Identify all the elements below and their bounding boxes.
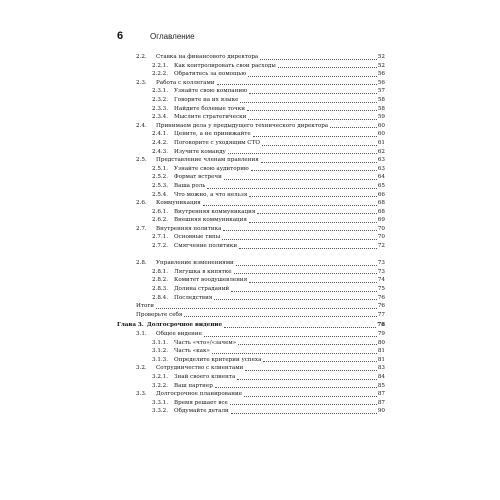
toc-dot-leader <box>236 265 377 266</box>
toc-page-number: 52 <box>377 54 385 60</box>
toc-entry[interactable] <box>117 330 385 339</box>
toc-dot-leader <box>248 119 377 120</box>
toc-page-number: 66 <box>377 191 385 198</box>
toc-entry-title: Комитет воодушевления <box>174 277 248 284</box>
toc-entry-number: 2.8.4. <box>152 294 169 301</box>
running-title: Оглавление <box>150 32 195 41</box>
toc-entry[interactable] <box>117 302 385 311</box>
toc-page-number: 83 <box>377 365 385 372</box>
toc-entry[interactable] <box>117 105 385 114</box>
toc-entry-number: 2.5.4. <box>152 191 169 198</box>
toc-page-number: 90 <box>377 408 385 415</box>
toc-dot-leader <box>230 404 377 405</box>
toc-entry-title: Найдите болевые точки <box>174 105 245 112</box>
toc-entry-number: 2.4.3. <box>152 148 169 155</box>
toc-entry-title: Долина страданий <box>174 286 230 293</box>
toc-entry-number: 3.3. <box>136 391 147 398</box>
toc-entry[interactable] <box>117 113 385 122</box>
toc-dot-leader <box>238 344 377 345</box>
toc-entry-number: 3.1.3. <box>152 356 169 363</box>
toc-dot-leader <box>222 239 377 240</box>
toc-entry-number: 2.6. <box>136 200 147 207</box>
toc-dot-leader <box>228 153 377 154</box>
page-number: 6 <box>117 30 124 42</box>
table-of-contents <box>117 53 385 416</box>
toc-page-number: 76 <box>377 294 385 301</box>
toc-entry[interactable] <box>117 268 385 277</box>
toc-dot-leader <box>249 196 377 197</box>
toc-dot-leader <box>237 379 377 380</box>
toc-page-number: 60 <box>377 122 385 129</box>
toc-page-number: 78 <box>377 322 385 329</box>
toc-dot-leader <box>253 136 377 137</box>
toc-entry-number: 2.3.4. <box>152 114 169 121</box>
toc-entry-title: Что можно, а что нельзя <box>174 191 248 198</box>
toc-dot-leader <box>240 102 376 103</box>
toc-entry-number: 2.8.2. <box>152 277 169 284</box>
toc-page-number: 59 <box>377 114 385 121</box>
toc-entry-number: 2.3. <box>136 79 147 86</box>
toc-entry[interactable] <box>117 191 385 200</box>
toc-page-number: 84 <box>377 373 385 380</box>
toc-entry[interactable] <box>117 182 385 191</box>
toc-entry-number: 2.7.2. <box>152 243 169 250</box>
toc-entry-number: 2.3.1. <box>152 88 169 95</box>
toc-page-number: 76 <box>377 303 385 310</box>
toc-gap <box>117 251 385 260</box>
toc-entry[interactable] <box>117 199 385 208</box>
toc-dot-leader <box>244 396 377 397</box>
toc-dot-leader <box>262 145 377 146</box>
toc-page-number: 68 <box>377 208 385 215</box>
toc-page-number: 65 <box>377 182 385 189</box>
toc-entry-title: Мыслите стратегически <box>174 114 247 121</box>
toc-entry[interactable] <box>117 382 385 391</box>
toc-dot-leader <box>263 361 376 362</box>
toc-entry-number: 2.4. <box>136 122 147 129</box>
toc-entry-title: Обдумайте детали <box>174 408 229 415</box>
toc-entry[interactable] <box>117 96 385 105</box>
toc-entry-title: Внутренняя коммуникация <box>174 208 256 215</box>
toc-entry-number: 2.5.1. <box>152 165 169 172</box>
toc-page-number: 57 <box>377 88 385 95</box>
toc-entry-title: Принимаем дела у предыдущего технического директора <box>156 122 329 129</box>
toc-page-number: 72 <box>377 243 385 250</box>
toc-entry[interactable] <box>117 225 385 234</box>
toc-dot-leader <box>156 308 377 309</box>
toc-dot-leader <box>214 299 377 300</box>
toc-entry[interactable] <box>117 122 385 131</box>
toc-entry-number: 2.7.1. <box>152 234 169 241</box>
toc-entry[interactable] <box>117 276 385 285</box>
toc-entry[interactable] <box>117 148 385 157</box>
toc-page-number: 74 <box>377 277 385 284</box>
toc-entry-number: 2.3.2. <box>152 96 169 103</box>
toc-entry-title: Говорите на их языке <box>174 96 239 103</box>
toc-entry-title: Представление членам правления <box>156 157 259 164</box>
toc-chapter-entry[interactable] <box>117 321 385 330</box>
toc-entry-title: Работа с коллегами <box>156 79 215 86</box>
toc-entry[interactable] <box>117 208 385 217</box>
toc-entry[interactable] <box>117 139 385 148</box>
toc-page-number: 81 <box>377 348 385 355</box>
toc-entry-number: 3.2.2. <box>152 382 169 389</box>
toc-entry[interactable] <box>117 53 385 62</box>
toc-entry-number: 2.2.2. <box>152 71 169 78</box>
toc-entry[interactable] <box>117 407 385 416</box>
toc-entry-title: Цените, а не принижайте <box>174 131 251 138</box>
toc-entry[interactable] <box>117 285 385 294</box>
toc-page-number: 56 <box>377 71 385 78</box>
toc-entry[interactable] <box>117 70 385 79</box>
toc-page-number: 58 <box>377 96 385 103</box>
toc-entry-number: 2.5.2. <box>152 174 169 181</box>
toc-page-number: 61 <box>377 139 385 146</box>
toc-entry-title: Узнайте свою аудиторию <box>174 165 249 172</box>
toc-entry-number: 2.8.1. <box>152 268 169 275</box>
page-header <box>117 30 195 44</box>
toc-entry-number: 2.6.1. <box>152 208 169 215</box>
toc-dot-leader <box>203 205 377 206</box>
toc-dot-leader <box>217 84 377 85</box>
toc-dot-leader <box>234 273 377 274</box>
toc-page-number: 85 <box>377 382 385 389</box>
toc-entry[interactable] <box>117 165 385 174</box>
toc-entry-title: Смягчение политики <box>174 243 238 250</box>
toc-dot-leader <box>248 76 377 77</box>
toc-dot-leader <box>251 170 377 171</box>
toc-entry-number: 3.3.2. <box>152 408 169 415</box>
toc-entry-title: Коммуникация <box>156 200 201 207</box>
toc-entry-title: Лягушка в кипятке <box>174 268 232 275</box>
toc-entry-title: Формат встречи <box>174 174 222 181</box>
toc-page-number: 63 <box>377 165 385 172</box>
toc-page-number: 56 <box>377 79 385 86</box>
toc-entry-title: Поговорите с уходящим СТО <box>174 139 260 146</box>
toc-page-number: 73 <box>377 260 385 267</box>
toc-entry-number: 3.2.1. <box>152 373 169 380</box>
toc-page-number: 87 <box>377 391 385 398</box>
toc-entry-title: Внутренняя политика <box>156 225 222 232</box>
toc-dot-leader <box>247 110 377 111</box>
toc-entry[interactable] <box>117 399 385 408</box>
toc-dot-leader <box>224 327 376 328</box>
toc-entry[interactable] <box>117 347 385 356</box>
toc-dot-leader <box>204 336 377 337</box>
toc-dot-leader <box>278 67 377 68</box>
toc-entry-number: 2.8. <box>136 260 147 267</box>
toc-entry-title: Часть «как» <box>174 348 210 355</box>
toc-entry-number: 2.5.3. <box>152 182 169 189</box>
toc-dot-leader <box>207 188 377 189</box>
toc-entry[interactable] <box>117 87 385 96</box>
toc-entry-title: Долгосрочное планирование <box>156 391 243 398</box>
toc-entry-number: 3.3.1. <box>152 399 169 406</box>
toc-entry-title: Ваша роль <box>174 182 206 189</box>
toc-entry-number: 2.6.2. <box>152 217 169 224</box>
toc-entry-number: 2.3.3. <box>152 105 169 112</box>
toc-dot-leader <box>184 316 376 317</box>
toc-entry-number: 3.1.2. <box>152 348 169 355</box>
toc-entry[interactable] <box>117 216 385 225</box>
toc-page-number: 77 <box>377 311 385 318</box>
toc-entry-title: Общее видение <box>156 331 202 337</box>
toc-dot-leader <box>231 291 377 292</box>
toc-entry[interactable] <box>117 259 385 268</box>
toc-entry[interactable] <box>117 156 385 165</box>
toc-entry[interactable] <box>117 62 385 71</box>
toc-entry-title: Время решает все <box>174 399 228 406</box>
toc-entry-number: 2.7. <box>136 225 147 232</box>
toc-entry[interactable] <box>117 173 385 182</box>
toc-page-number: 81 <box>377 356 385 363</box>
toc-entry-number: 3.1.1. <box>152 339 169 346</box>
toc-entry[interactable] <box>117 311 385 320</box>
toc-dot-leader <box>257 213 376 214</box>
toc-entry-number: 3.2. <box>136 365 147 372</box>
toc-dot-leader <box>239 248 377 249</box>
toc-page-number: 62 <box>377 148 385 155</box>
toc-entry[interactable] <box>117 339 385 348</box>
toc-entry-number: 2.2.1. <box>152 62 169 69</box>
toc-entry[interactable] <box>117 233 385 242</box>
toc-entry[interactable] <box>117 390 385 399</box>
toc-entry[interactable] <box>117 356 385 365</box>
toc-entry-number: 2.8.3. <box>152 286 169 293</box>
toc-entry-title: Изучите команду <box>174 148 226 155</box>
toc-page-number: 79 <box>377 331 385 337</box>
toc-dot-leader <box>260 59 377 60</box>
toc-entry-title: Как контролировать свои расходы <box>174 62 276 69</box>
toc-entry[interactable] <box>117 130 385 139</box>
toc-dot-leader <box>215 387 377 388</box>
toc-entry[interactable] <box>117 294 385 303</box>
toc-page-number: 75 <box>377 286 385 293</box>
toc-dot-leader <box>223 230 376 231</box>
toc-entry-title: Сотрудничество с клиентами <box>156 365 244 372</box>
toc-dot-leader <box>249 222 377 223</box>
toc-entry-number: 2.5. <box>136 157 147 164</box>
toc-entry-title: Узнайте свою компанию <box>174 88 247 95</box>
toc-page-number: 63 <box>377 157 385 164</box>
toc-page-number: 52 <box>377 62 385 69</box>
toc-entry-title: Управление изменениями <box>156 260 234 267</box>
toc-page-number: 68 <box>377 200 385 207</box>
toc-dot-leader <box>249 282 377 283</box>
toc-dot-leader <box>261 162 377 163</box>
toc-entry-number: 2.4.2. <box>152 139 169 146</box>
toc-page-number: 87 <box>377 399 385 406</box>
toc-entry-title: Обратитесь за помощью <box>174 71 247 78</box>
toc-page-number: 60 <box>377 131 385 138</box>
toc-entry-number: 2.4.1. <box>152 131 169 138</box>
toc-entry[interactable] <box>117 79 385 88</box>
toc-entry-number: Глава 3. <box>117 322 144 329</box>
toc-page-number: 70 <box>377 234 385 241</box>
toc-dot-leader <box>249 93 377 94</box>
toc-entry-title: Часть «что»/«зачем» <box>174 339 237 346</box>
toc-entry[interactable] <box>117 373 385 382</box>
toc-entry-title: Итоги <box>136 303 154 310</box>
toc-entry-title: Ваш партнер <box>174 382 213 389</box>
toc-entry-title: Знай своего клиента <box>174 373 236 380</box>
toc-dot-leader <box>231 413 377 414</box>
toc-entry-title: Внешняя коммуникация <box>174 217 247 224</box>
toc-entry[interactable] <box>117 364 385 373</box>
toc-entry-number: 3.1. <box>136 331 147 337</box>
toc-page-number: 58 <box>377 105 385 112</box>
toc-entry-number: 2.2. <box>136 54 147 60</box>
toc-dot-leader <box>330 127 377 128</box>
toc-page-number: 80 <box>377 339 385 346</box>
toc-entry-title: Последствия <box>174 294 213 301</box>
toc-page-number: 69 <box>377 217 385 224</box>
toc-entry-title: Основные типы <box>174 234 221 241</box>
toc-dot-leader <box>224 179 377 180</box>
toc-dot-leader <box>245 370 377 371</box>
toc-page-number: 73 <box>377 268 385 275</box>
toc-page-number: 70 <box>377 225 385 232</box>
toc-entry[interactable] <box>117 242 385 251</box>
toc-entry-title: Долгосрочное видение <box>146 322 223 329</box>
toc-entry-title: Определите критерии успеха <box>174 356 262 363</box>
toc-dot-leader <box>212 353 377 354</box>
toc-page-number: 64 <box>377 174 385 181</box>
toc-entry-title: Проверьте себя <box>136 311 183 318</box>
toc-entry-title: Ставка на финансового директора <box>156 54 259 60</box>
